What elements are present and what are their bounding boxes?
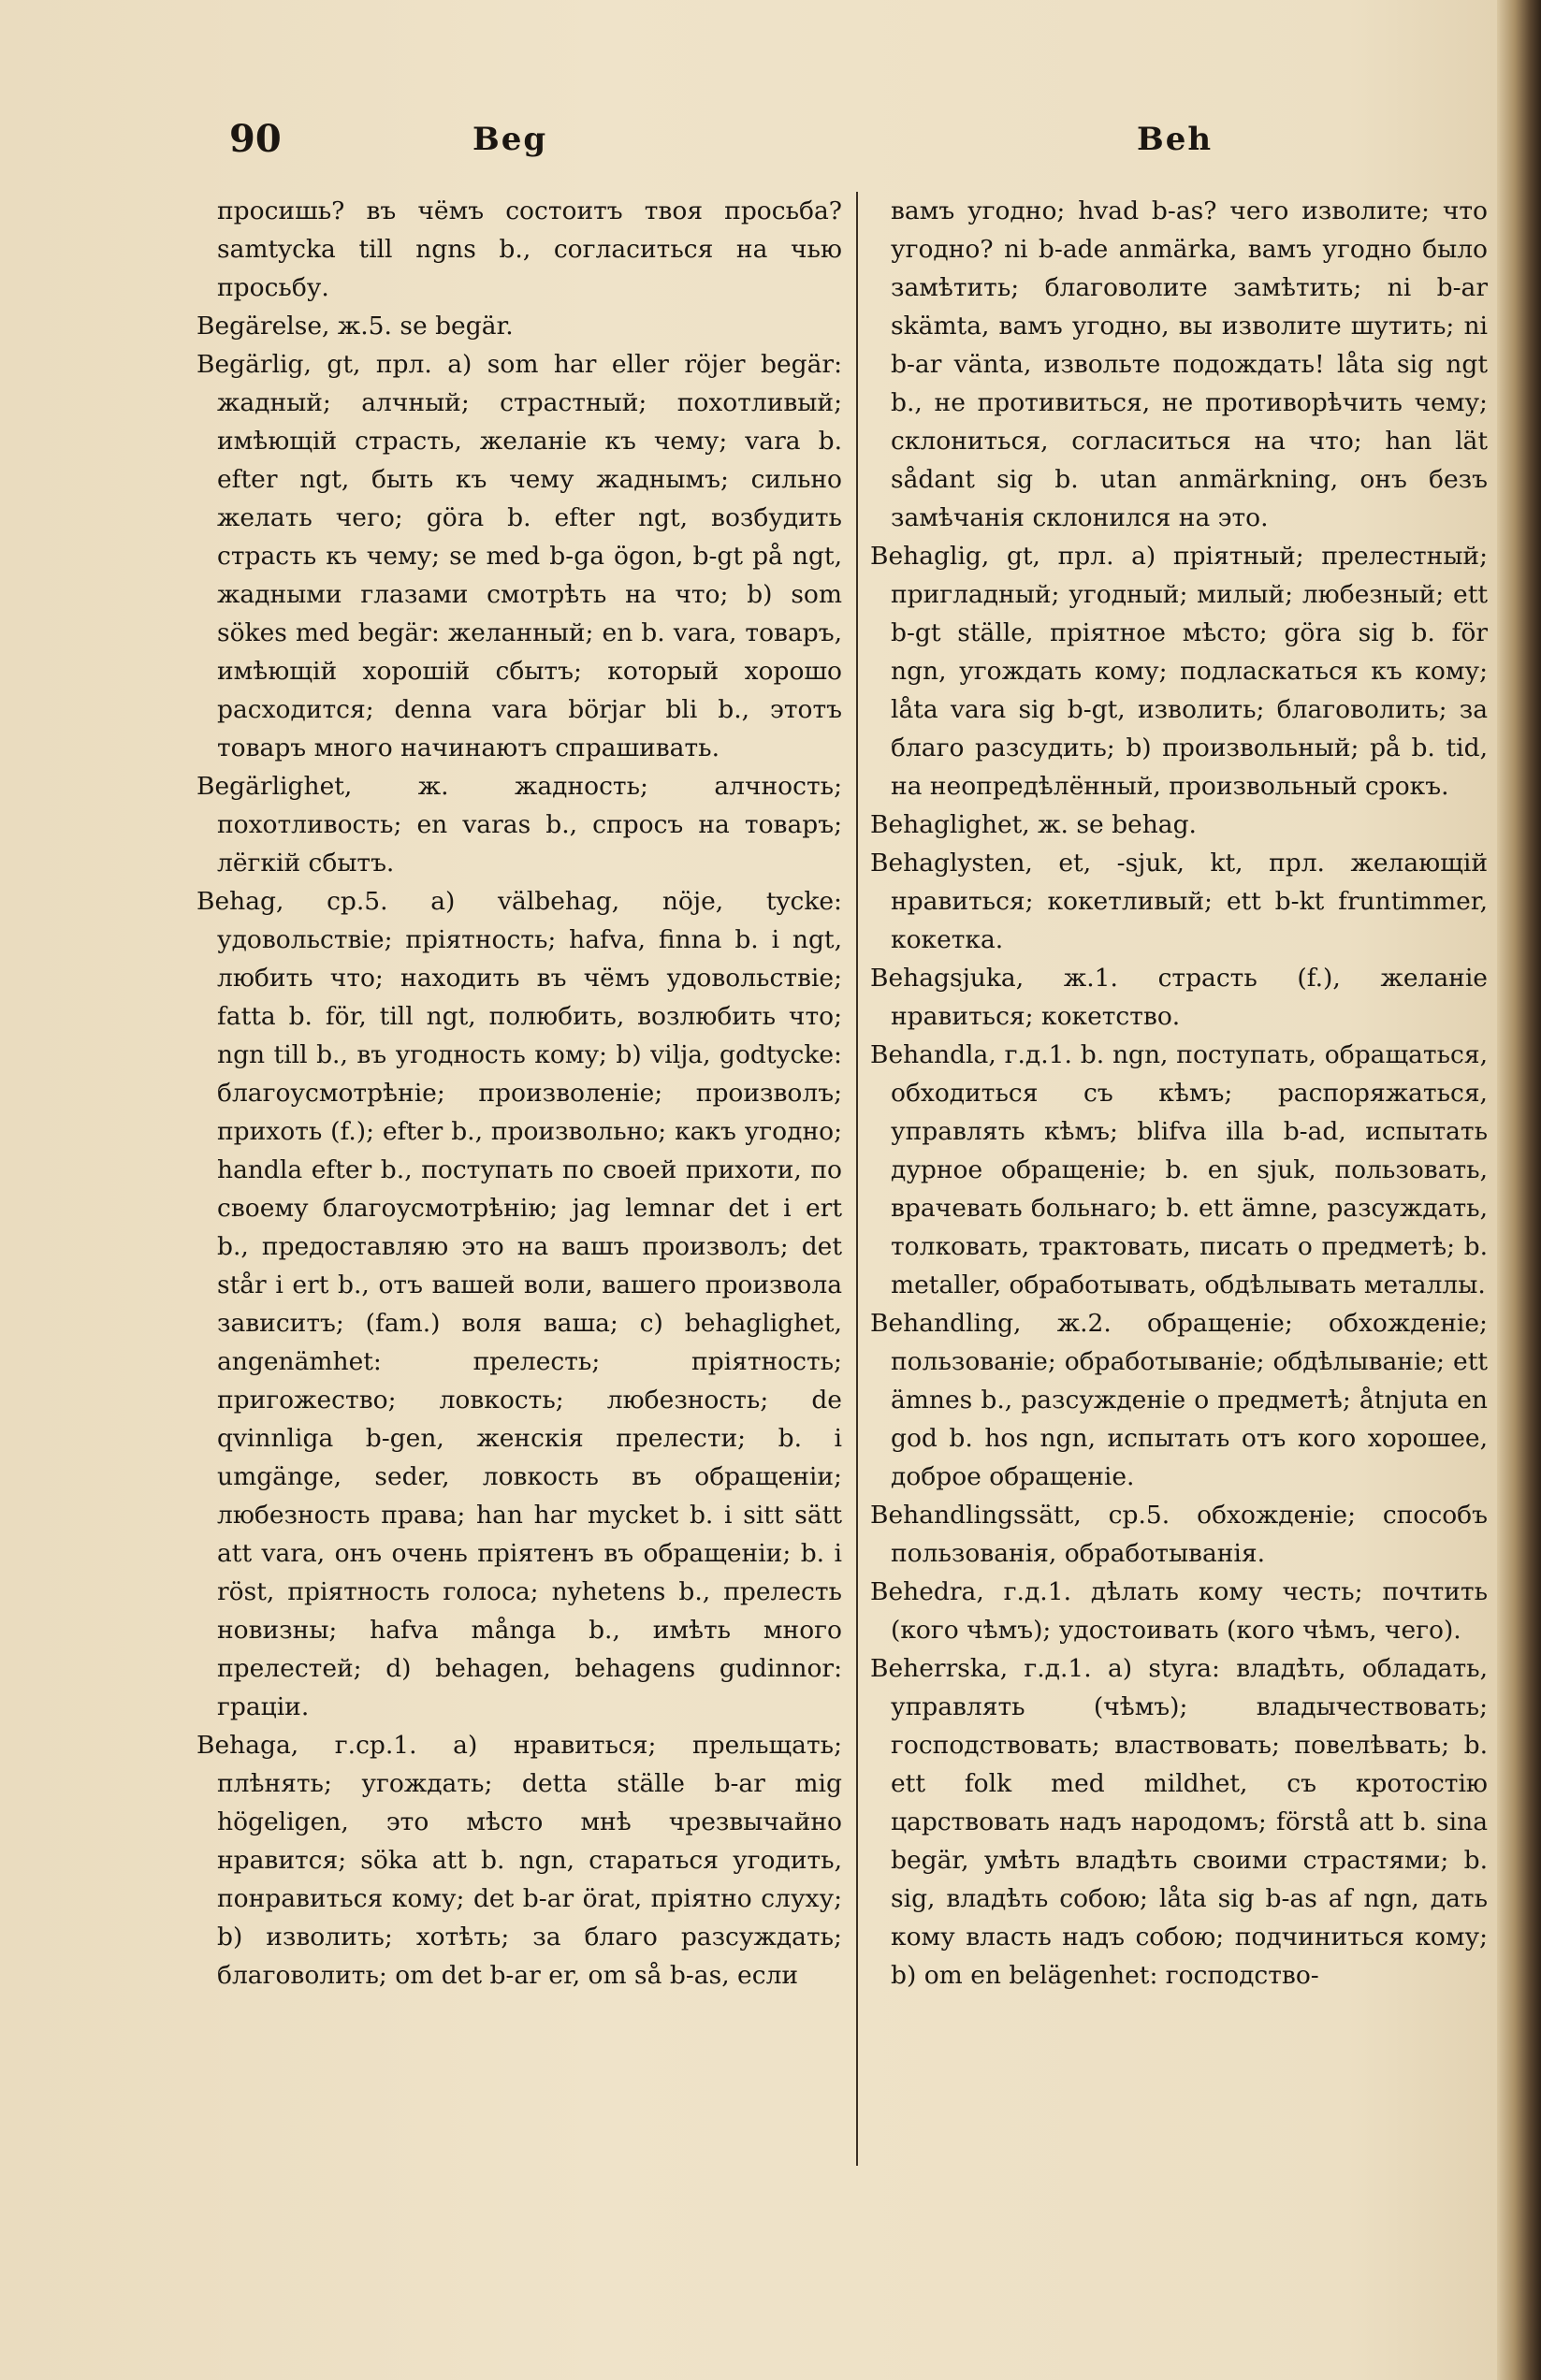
entry-behaglig: Behaglig, gt, прл. a) пріятный; прелестный; пригладный; угодный; милый; любезный; ett b-gt ställe, пріятное мѣсто; göra sig b. för ngn, угождать кому; подласкаться къ кому; låta vara sig b-gt, изволить; благоволить; за благо разсудить; b) произвольный; på b. tid, на неопредѣлённый, произвольный срокъ. bbox=[870, 542, 1488, 801]
right-column bbox=[870, 192, 1488, 1995]
entry-begarlighet: Begärlighet, ж. жадность; алчность; похотливость; en varas b., спросъ на товаръ; лёгкій сбытъ. bbox=[196, 772, 842, 878]
page-header bbox=[0, 117, 1497, 173]
entry-behandla: Behandla, г.д.1. b. ngn, поступать, обращаться, обходиться съ кѣмъ; распоряжаться, управлять кѣмъ; blifva illa b-ad, испытать дурное обращеніе; b. en sjuk, пользовать, врачевать больнаго; b. ett ämne, разсуждать, толковать, трактовать, писать о предметѣ; b. metaller, обработывать, обдѣлывать металлы. bbox=[870, 1040, 1488, 1299]
running-head-left: Beg bbox=[472, 121, 548, 158]
entry-continuation: просишь? въ чёмъ состоитъ твоя просьба? samtycka till ngns b., согласиться на чью просьбу. bbox=[217, 196, 842, 302]
entry-begarelse: Begärelse, ж.5. se begär. bbox=[196, 312, 514, 341]
running-head-right: Beh bbox=[1137, 121, 1214, 158]
left-column bbox=[196, 192, 842, 1995]
column-divider bbox=[856, 192, 858, 2166]
entry-beherrska: Beherrska, г.д.1. a) styra: владѣть, обладать, управлять (чѣмъ); владычествовать; господствовать; властвовать; повелѣвать; b. ett folk med mildhet, съ кротостію царствовать надъ народомъ; förstå att b. sina begär, умѣть владѣть своими страстями; b. sig, владѣть собою; låta sig b-as af ngn, дать кому власть надъ собою; подчиниться кому; b) om en belägenhet: господство- bbox=[870, 1654, 1488, 1990]
entry-begarlig: Begärlig, gt, прл. a) som har eller röjer begär: жадный; алчный; страстный; похотливый; имѣющій страсть, желаніе къ чему; vara b. efter ngt, быть къ чему жаднымъ; сильно желать чего; göra b. efter ngt, возбудить страсть къ чему; se med b-ga ögon, b-gt på ngt, жадными глазами смотрѣть на что; b) som sökes med begär: желанный; en b. vara, товаръ, имѣющій хорошій сбытъ; который хорошо расходится; denna vara börjar bli b., этотъ товаръ много начинаютъ спрашивать. bbox=[196, 350, 842, 762]
entry-behagsjuka: Behagsjuka, ж.1. страсть (f.), желаніе нравиться; кокетство. bbox=[870, 964, 1488, 1031]
entry-behaga: Behaga, г.ср.1. a) нравиться; прельщать; плѣнять; угождать; detta ställe b-ar mig högeligen, это мѣсто мнѣ чрезвычайно нравится; söka att b. ngn, стараться угодить, понравиться кому; det b-ar örat, пріятно слуху; b) изволить; хотѣть; за благо разсуждать; благоволить; om det b-ar er, om så b-as, если bbox=[196, 1731, 842, 1990]
entry-behandlingssatt: Behandlingssätt, ср.5. обхожденіе; способъ пользованія, обработыванія. bbox=[870, 1501, 1488, 1568]
entry-behandling: Behandling, ж.2. обращеніе; обхожденіе; пользованіе; обработываніе; обдѣлываніе; ett ämnes b., разсужденіе о предметѣ; åtnjuta en god b. hos ngn, испытать отъ кого хорошее, доброе обращеніе. bbox=[870, 1309, 1488, 1491]
page-number: 90 bbox=[229, 117, 282, 161]
entry-behaglighet: Behaglighet, ж. se behag. bbox=[870, 810, 1197, 839]
entry-behedra: Behedra, г.д.1. дѣлать кому честь; почтить (кого чѣмъ); удостоивать (кого чѣмъ, чего). bbox=[870, 1577, 1488, 1645]
entry-behaglysten: Behaglysten, et, -sjuk, kt, прл. желающій нравиться; кокетливый; ett b-kt fruntimmer, кокетка. bbox=[870, 849, 1488, 954]
book-page-edge bbox=[1497, 0, 1541, 2380]
entry-continuation: вамъ угодно; hvad b-as? чего изволите; что угодно? ni b-ade anmärka, вамъ угодно было замѣтить; благоволите замѣтить; ni b-ar skämta, вамъ угодно, вы изволите шутить; ni b-ar vänta, извольте подождать! låta sig ngt b., не противиться, не противорѣчить чему; склониться, согласиться на что; han lät sådant sig b. utan anmärkning, онъ безъ замѣчанія склонился на это. bbox=[891, 196, 1488, 532]
entry-behag: Behag, ср.5. a) välbehag, nöje, tycke: удовольствіе; пріятность; hafva, finna b. i ngt, любить что; находить въ чёмъ удовольствіе; fatta b. för, till ngt, полюбить, возлюбить что; ngn till b., въ угодность кому; b) vilja, godtycke: благоусмотрѣніе; произволеніе; произволъ; прихоть (f.); efter b., произвольно; какъ угодно; handla efter b., поступать по своей прихоти, по своему благоусмотрѣнію; jag lemnar det i ert b., предоставляю это на вашъ произволъ; det står i ert b., отъ вашей воли, вашего произвола зависитъ; (fam.) воля ваша; c) behaglighet, angenämhet: прелесть; пріятность; пригожество; ловкость; любезность; de qvinnliga b-gen, женскія прелести; b. i umgänge, seder, ловкость въ обращеніи; любезность права; han har mycket b. i sitt sätt att vara, онъ очень пріятенъ въ обращеніи; b. i röst, пріятность голоса; nyhetens b., прелесть новизны; hafva många b., имѣть много прелестей; d) behagen, behagens gudinnor: граціи. bbox=[196, 887, 842, 1721]
